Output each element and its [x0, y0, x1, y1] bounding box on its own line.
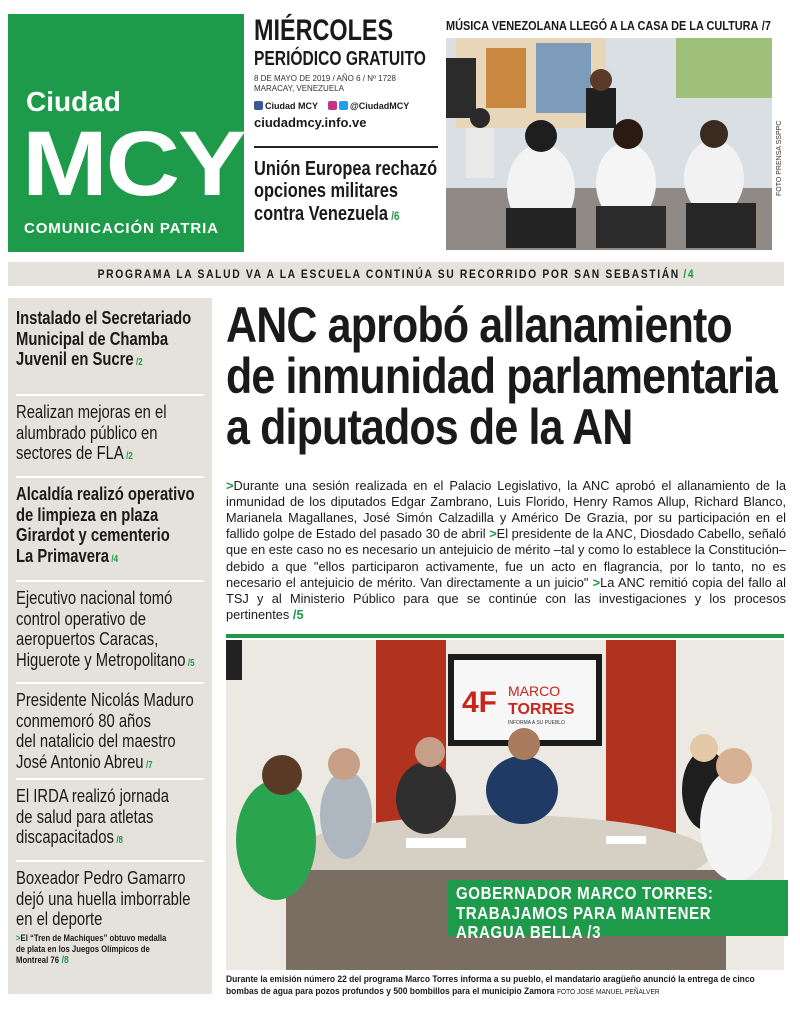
- main-body-p1: Durante una sesión realizada en el Palacio Legislativo, la ANC aprobó el allanamiento de la inmunidad de los diputados Edgar Zambrano, Luis Florido, Henry Ramos Allup, Richard Blanco, Marianela Magallanes, José Simón Calzadilla y Américo De Grazia, por su participación en el fallido golpe de Estado del pasado 30 de abril: [226, 478, 786, 542]
- main-body-p3: La ANC remitió copia del fallo al TSJ y al Ministerio Público para que se continúe con las investigaciones y los procesos pertinentes: [226, 574, 786, 622]
- weekday: MIÉRCOLES: [254, 14, 394, 47]
- headline-banner[interactable]: [8, 262, 784, 286]
- main-headline[interactable]: ANC aprobó allanamiento de inmunidad parlamentaria a diputados de la AN: [226, 297, 778, 455]
- main-page-ref: /5: [292, 606, 304, 622]
- facebook-icon: [254, 101, 263, 110]
- website-link[interactable]: ciudadmcy.info.ve: [254, 114, 367, 130]
- edition-meta: [254, 74, 438, 95]
- logo-ciudad: Ciudad: [26, 86, 121, 117]
- social-links: [254, 101, 438, 111]
- green-divider: [226, 634, 784, 638]
- governor-caption-text: GOBERNADOR MARCO TORRES: TRABAJAMOS PARA MANTENER ARAGUA BELLA /3: [456, 883, 714, 943]
- main-body-p2: El presidente de la ANC, Diosdado Cabello, señaló que en este caso no es necesario un antejuicio de mérito –tal y como lo establece la Constitución– debido a que "ellos participaron activamente, fue un acto en flagrancia, por lo tanto, no es necesario el antejuicio de mérito. Van directamente a un juicio": [226, 526, 786, 590]
- sidebar-item-chamba-juvenil[interactable]: Instalado el Secretariado Municipal de Chamba Juvenil en Sucre /2: [16, 302, 204, 396]
- tv-screen-name1: MARCO: [508, 683, 561, 699]
- sidebar-item-abreu[interactable]: Presidente Nicolás Maduro conmemoró 80 años del natalicio del maestro José Antonio Abreu /7: [16, 684, 204, 780]
- instagram-twitter-link[interactable]: @CiudadMCY: [328, 101, 409, 111]
- tv-screen-sub: INFORMA A SU PUEBLO: [508, 720, 565, 726]
- governor-caption[interactable]: [448, 880, 788, 943]
- eu-teaser-text: Unión Europea rechazó opciones militares contra Venezuela: [254, 158, 438, 225]
- masthead-logo: [8, 14, 244, 252]
- music-photo-illustration: [446, 38, 772, 250]
- twitter-icon: [339, 101, 348, 110]
- music-photo: [446, 38, 772, 250]
- eu-teaser[interactable]: [254, 158, 438, 225]
- tv-photo-caption-text: Durante la emisión número 22 del programa Marco Torres informa a su pueblo, el mandatario aragüeño anunció la entrega de cinco bombas de agua para pozos profundos y 500 bombillos para el municipio Zamora: [226, 974, 755, 996]
- sidebar-item-gamarro[interactable]: Boxeador Pedro Gamarro dejó una huella imborrable en el deporte >El “Tren de Machiques” obtuvo medalla de plata en los Juegos Olímpicos de Montreal 76 /8: [16, 867, 191, 966]
- tv-screen-logo: 4F: [462, 686, 498, 719]
- main-story-body: >Durante una sesión realizada en el Palacio Legislativo, la ANC aprobó el allanamiento de la inmunidad de los diputados Edgar Zambrano, Luis Florido, Henry Ramos Allup, Richard Blanco, Marianela Magallanes, José Simón Calzadilla y Américo De Grazia, por su participación en el fallido golpe de Estado del pasado 30 de abril >El presidente de la ANC, Diosdado Cabello, señaló que en este caso no es necesario un antejuicio de mérito –tal y como lo establece la Constitución– debido a que "ellos participaron activamente, fue un acto en flagrancia, por lo tanto, no es necesario el antejuicio de mérito. Van directamente a un juicio" >La ANC remitió copia del fallo al TSJ y al Ministerio Público para que se continúe con las investigaciones y los procesos pertinentes /5: [226, 478, 786, 622]
- tv-photo-credit: FOTO JOSÉ MANUEL PEÑALVER: [556, 988, 660, 996]
- sidebar-item-aeropuertos[interactable]: Ejecutivo nacional tomó control operativo de aeropuertos Caracas, Higuerote y Metropolitano /5: [16, 582, 204, 684]
- date-divider: [254, 146, 438, 148]
- logo-tagline: COMUNICACIÓN PATRIA: [24, 220, 219, 237]
- banner-page-ref: /4: [682, 267, 695, 281]
- logo-mcy: MCY: [22, 113, 245, 215]
- sidebar-news-list: [8, 298, 212, 994]
- sidebar-item-irda[interactable]: El IRDA realizó jornada de salud para atletas discapacitados /8: [16, 780, 204, 862]
- free-newspaper-label: PERIÓDICO GRATUITO: [254, 48, 426, 70]
- sidebar-item-limpieza[interactable]: Alcaldía realizó operativo de limpieza en plaza Girardot y cementerio La Primavera /4: [16, 478, 204, 582]
- music-page-ref: /7: [761, 18, 771, 33]
- eu-teaser-page-ref: /6: [391, 208, 400, 223]
- sidebar-item-alumbrado[interactable]: Realizan mejoras en el alumbrado público en sectores de FLA /2: [16, 396, 204, 478]
- date-block: [254, 16, 438, 130]
- facebook-link[interactable]: Ciudad MCY: [254, 101, 318, 111]
- tv-screen-name2: TORRES: [508, 701, 575, 718]
- edition-date: 8 DE MAYO DE 2019 / AÑO 6 / Nº 1728: [254, 74, 396, 83]
- banner-text: PROGRAMA LA SALUD VA A LA ESCUELA CONTINÚA SU RECORRIDO POR SAN SEBASTIÁN: [97, 267, 680, 281]
- instagram-icon: [328, 101, 337, 110]
- music-story-title[interactable]: MÚSICA VENEZOLANA LLEGÓ A LA CASA DE LA CULTURA /7: [446, 18, 771, 33]
- tv-photo-caption: [226, 974, 786, 998]
- music-photo-credit: FOTO PRENSA SSPPC: [776, 120, 783, 196]
- edition-city: MARACAY, VENEZUELA: [254, 84, 344, 94]
